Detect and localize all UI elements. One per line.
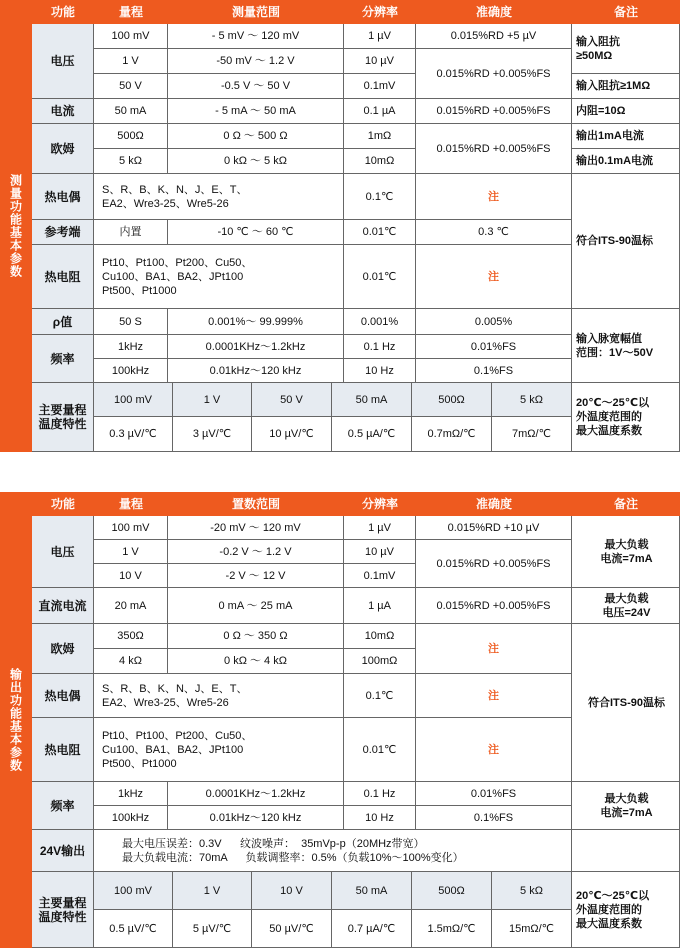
cell: 10mΩ <box>344 624 416 649</box>
header-range: 量程 <box>118 5 143 19</box>
cell: 500Ω <box>412 872 492 910</box>
cell-empty <box>572 830 680 872</box>
cell: 1 µA <box>344 588 416 624</box>
row-label-voltage: 电压 <box>32 24 94 99</box>
header-note: 备注 <box>613 497 638 511</box>
note-cell: 输入脉宽幅值 范围：1V～50V <box>572 309 680 383</box>
cell: 100mΩ <box>344 649 416 674</box>
cell: 0.015%RD +10 µV <box>416 516 572 540</box>
header-note: 备注 <box>613 5 638 19</box>
header-function: 功能 <box>50 497 75 511</box>
cell: 0 mA ～ 25 mA <box>168 588 344 624</box>
cell: 10 µV <box>344 540 416 564</box>
cell: 0 Ω ～ 350 Ω <box>168 624 344 649</box>
cell: 0.01℃ <box>344 718 416 782</box>
cell: 1kHz <box>94 782 168 806</box>
cell: -0.2 V ～ 1.2 V <box>168 540 344 564</box>
note-cell: 最大负载 电流=7mA <box>572 782 680 830</box>
cell: 注 <box>416 718 572 782</box>
cell: 0.1 Hz <box>344 782 416 806</box>
cell: 0.015%RD +0.005%FS <box>416 124 572 174</box>
cell: 0.7mΩ/℃ <box>412 417 492 452</box>
cell: 1mΩ <box>344 124 416 149</box>
cell: 0.1 µA <box>344 99 416 124</box>
cell: S、R、B、K、N、J、E、T、 EA2、Wre3-25、Wre5-26 <box>94 674 344 718</box>
cell: 50 µV/℃ <box>252 910 332 948</box>
cell: 0.015%RD +0.005%FS <box>416 49 572 99</box>
cell: Pt10、Pt100、Pt200、Cu50、 Cu100、BA1、BA2、JPt100 Pt500、Pt1000 <box>94 245 344 309</box>
cell: -10 ℃ ～ 60 ℃ <box>168 220 344 245</box>
row-label-ohm: 欧姆 <box>32 124 94 174</box>
cell: 1.5mΩ/℃ <box>412 910 492 948</box>
output-side-label: 输出功能基本参数 <box>0 492 32 948</box>
row-label-rho: ρ值 <box>32 309 94 335</box>
cell: 100 mV <box>94 24 168 49</box>
row-label-temp-coef: 主要量程 温度特性 <box>32 383 94 452</box>
cell: 50 S <box>94 309 168 335</box>
cell: 0.1mV <box>344 74 416 99</box>
cell: 0.015%RD +0.005%FS <box>416 99 572 124</box>
cell: 500Ω <box>94 124 168 149</box>
measure-side-label: 测量功能基本参数 <box>0 0 32 452</box>
measure-table <box>32 24 680 452</box>
cell: 50 V <box>94 74 168 99</box>
cell: 0.7 µA/℃ <box>332 910 412 948</box>
cell: 1 V <box>94 49 168 74</box>
output-section <box>0 492 680 948</box>
measure-section <box>0 0 680 452</box>
cell: -20 mV ～ 120 mV <box>168 516 344 540</box>
header-resolution: 分辨率 <box>361 5 398 19</box>
output-header <box>32 492 680 516</box>
cell: 20 mA <box>94 588 168 624</box>
cell: 0.015%RD +5 µV <box>416 24 572 49</box>
cell: 1 µV <box>344 516 416 540</box>
cell: 4 kΩ <box>94 649 168 674</box>
cell: 注 <box>416 624 572 674</box>
cell: 0.0001KHz～1.2kHz <box>168 335 344 359</box>
cell: 10mΩ <box>344 149 416 174</box>
cell: 0.015%RD +0.005%FS <box>416 588 572 624</box>
row-label-thermocouple: 热电偶 <box>32 674 94 718</box>
cell: S、R、B、K、N、J、E、T、 EA2、Wre3-25、Wre5-26 <box>94 174 344 220</box>
cell: 15mΩ/℃ <box>492 910 572 948</box>
row-label-current: 电流 <box>32 99 94 124</box>
note-cell: 最大负载 电流=7mA <box>572 516 680 588</box>
note-its90: 符合ITS-90温标 <box>572 624 680 782</box>
cell: 0.001%～ 99.999% <box>168 309 344 335</box>
cell: 0.1%FS <box>416 359 572 383</box>
cell: 50 mA <box>332 383 412 417</box>
note-its90: 符合ITS-90温标 <box>572 174 680 309</box>
cell: 内置 <box>94 220 168 245</box>
cell: 50 V <box>252 383 332 417</box>
cell: 0.5 µA/℃ <box>332 417 412 452</box>
cell: 0.1 Hz <box>344 335 416 359</box>
row-label-thermocouple: 热电偶 <box>32 174 94 220</box>
cell: 1kHz <box>94 335 168 359</box>
cell: 0.1%FS <box>416 806 572 830</box>
row-label-reference: 参考端 <box>32 220 94 245</box>
header-span: 置数范围 <box>231 497 280 511</box>
cell: 100 mV <box>94 383 173 417</box>
cell: 0 kΩ ～ 5 kΩ <box>168 149 344 174</box>
row-label-ohm: 欧姆 <box>32 624 94 674</box>
header-resolution: 分辨率 <box>361 497 398 511</box>
cell: 0 kΩ ～ 4 kΩ <box>168 649 344 674</box>
note-cell: 20℃～25℃以 外温度范围的 最大温度系数 <box>572 872 680 948</box>
cell: 500Ω <box>412 383 492 417</box>
cell: -50 mV ～ 1.2 V <box>168 49 344 74</box>
measure-header <box>32 0 680 24</box>
cell: 50 mA <box>94 99 168 124</box>
cell: 5 µV/℃ <box>173 910 252 948</box>
row-label-rtd: 热电阻 <box>32 245 94 309</box>
cell: 1 V <box>94 540 168 564</box>
cell: 10 Hz <box>344 359 416 383</box>
note-cell: 输入阻抗≥1MΩ <box>572 74 680 99</box>
row-label-voltage: 电压 <box>32 516 94 588</box>
cell: 0.015%RD +0.005%FS <box>416 540 572 588</box>
cell: 0.001% <box>344 309 416 335</box>
cell: 0.3 ℃ <box>416 220 572 245</box>
cell: 注 <box>416 674 572 718</box>
cell: - 5 mA ～ 50 mA <box>168 99 344 124</box>
cell: - 5 mV ～ 120 mV <box>168 24 344 49</box>
note-cell: 输出1mA电流 <box>572 124 680 149</box>
cell: -0.5 V ～ 50 V <box>168 74 344 99</box>
row-label-frequency: 频率 <box>32 335 94 383</box>
cell: 5 kΩ <box>94 149 168 174</box>
cell: 0.005% <box>416 309 572 335</box>
cell: 50 mA <box>332 872 412 910</box>
note-cell: 输入阻抗 ≥50MΩ <box>572 24 680 74</box>
cell: 100kHz <box>94 806 168 830</box>
cell: 0.01%FS <box>416 782 572 806</box>
cell: 注 <box>416 174 572 220</box>
cell: 3 µV/℃ <box>173 417 252 452</box>
cell: 0.1℃ <box>344 174 416 220</box>
cell: 10 V <box>252 872 332 910</box>
cell: -2 V ～ 12 V <box>168 564 344 588</box>
cell: 1 V <box>173 383 252 417</box>
header-accuracy: 准确度 <box>475 497 512 511</box>
cell: 10 µV <box>344 49 416 74</box>
header-accuracy: 准确度 <box>475 5 512 19</box>
cell: 0.01℃ <box>344 220 416 245</box>
row-label-temp-coef: 主要量程 温度特性 <box>32 872 94 948</box>
cell: 0.1mV <box>344 564 416 588</box>
cell: 5 kΩ <box>492 872 572 910</box>
header-range: 量程 <box>118 497 143 511</box>
row-label-rtd: 热电阻 <box>32 718 94 782</box>
cell: 5 kΩ <box>492 383 572 417</box>
cell: 10 µV/℃ <box>252 417 332 452</box>
cell: 10 Hz <box>344 806 416 830</box>
note-cell: 内阻=10Ω <box>572 99 680 124</box>
cell: 0.0001KHz～1.2kHz <box>168 782 344 806</box>
header-function: 功能 <box>50 5 75 19</box>
note-cell: 最大负载 电压=24V <box>572 588 680 624</box>
row-label-dc-current: 直流电流 <box>32 588 94 624</box>
cell: 0 Ω ～ 500 Ω <box>168 124 344 149</box>
cell: 10 V <box>94 564 168 588</box>
row-label-frequency: 频率 <box>32 782 94 830</box>
cell: 0.3 µV/℃ <box>94 417 173 452</box>
cell: 1 µV <box>344 24 416 49</box>
cell: 100 mV <box>94 872 173 910</box>
cell: 350Ω <box>94 624 168 649</box>
cell: 100 mV <box>94 516 168 540</box>
cell: 7mΩ/℃ <box>492 417 572 452</box>
output-table <box>32 516 680 948</box>
note-cell: 20℃～25℃以 外温度范围的 最大温度系数 <box>572 383 680 452</box>
cell: 注 <box>416 245 572 309</box>
cell: 最大电压误差：0.3V 纹波噪声： 35mVp-p（20MHz带宽） 最大负载电流：70mA 负载调整率：0.5%（负载10%～100%变化） <box>94 830 572 872</box>
note-cell: 输出0.1mA电流 <box>572 149 680 174</box>
row-label-24v: 24V输出 <box>32 830 94 872</box>
cell: 100kHz <box>94 359 168 383</box>
cell: 0.01kHz～120 kHz <box>168 359 344 383</box>
cell: 0.01%FS <box>416 335 572 359</box>
cell: Pt10、Pt100、Pt200、Cu50、 Cu100、BA1、BA2、JPt100 Pt500、Pt1000 <box>94 718 344 782</box>
cell: 0.01℃ <box>344 245 416 309</box>
cell: 0.1℃ <box>344 674 416 718</box>
cell: 1 V <box>173 872 252 910</box>
header-span: 测量范围 <box>231 5 280 19</box>
cell: 0.01kHz～120 kHz <box>168 806 344 830</box>
cell: 0.5 µV/℃ <box>94 910 173 948</box>
